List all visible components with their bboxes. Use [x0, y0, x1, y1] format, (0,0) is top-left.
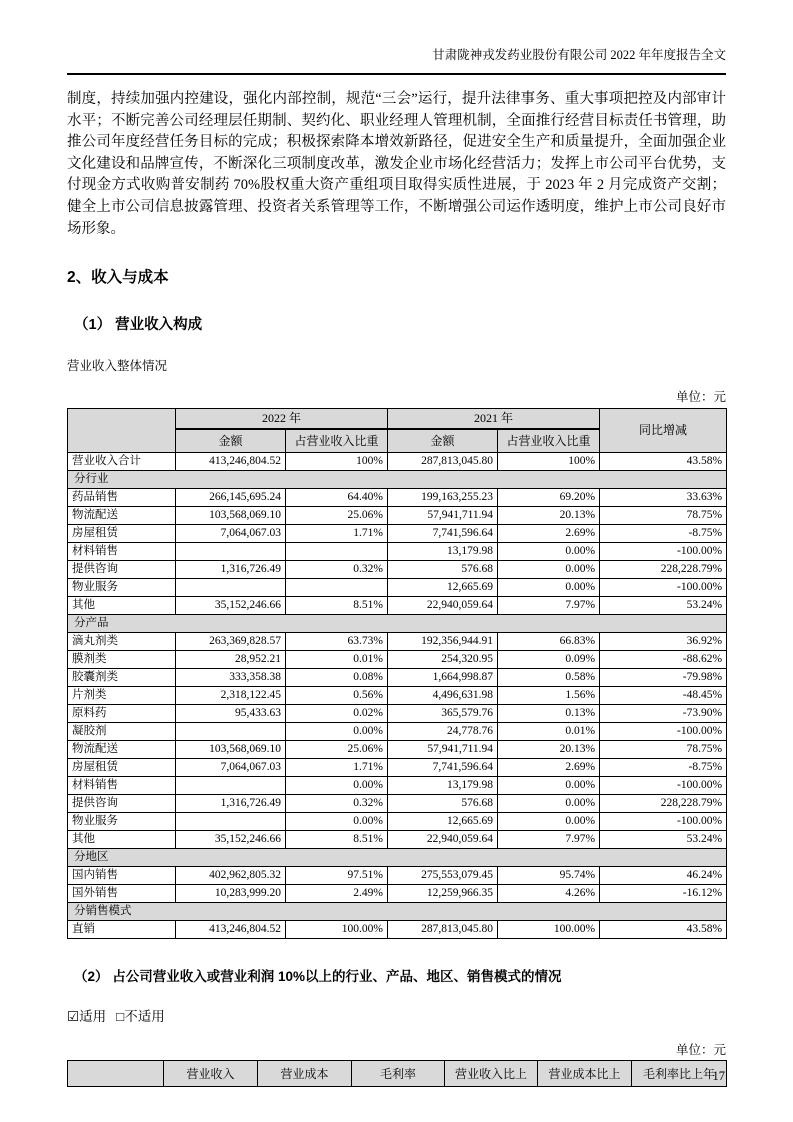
value-cell: 413,246,804.52 [176, 452, 286, 470]
row-label-cell: 材料销售 [68, 776, 176, 794]
row-label-cell: 凝胶剂 [68, 722, 176, 740]
value-cell: 7.97% [498, 830, 600, 848]
value-cell: -100.00% [600, 722, 727, 740]
value-cell: 22,940,059.64 [388, 830, 498, 848]
value-cell: 7,741,596.64 [388, 758, 498, 776]
value-cell: 25.06% [286, 506, 388, 524]
value-cell: -79.98% [600, 668, 727, 686]
value-cell: 57,941,711.94 [388, 740, 498, 758]
header-amount-2021: 金额 [388, 429, 498, 452]
value-cell: 0.01% [286, 650, 388, 668]
value-cell [176, 722, 286, 740]
value-cell: 28,952.21 [176, 650, 286, 668]
table-row [68, 758, 727, 776]
value-cell: 0.08% [286, 668, 388, 686]
row-label-cell: 房屋租赁 [68, 758, 176, 776]
value-cell: 53.24% [600, 596, 727, 614]
row-label-cell: 药品销售 [68, 488, 176, 506]
value-cell: 8.51% [286, 596, 388, 614]
value-cell: 69.20% [498, 488, 600, 506]
table-row [68, 794, 727, 812]
section-row [68, 848, 727, 866]
table-row [68, 920, 727, 938]
header-share-2022: 占营业收入比重 [286, 429, 388, 452]
value-cell: 95.74% [498, 866, 600, 884]
value-cell: 0.00% [498, 794, 600, 812]
value-cell: 0.00% [286, 722, 388, 740]
table-row [68, 686, 727, 704]
section-heading-income-cost: 2、收入与成本 [67, 269, 169, 287]
value-cell: 0.32% [286, 560, 388, 578]
value-cell: 365,579.76 [388, 704, 498, 722]
revenue-composition-table [67, 408, 727, 939]
value-cell: 254,320.95 [388, 650, 498, 668]
row-label-cell: 提供咨询 [68, 560, 176, 578]
row-label-cell: 直销 [68, 920, 176, 938]
row-label-cell: 国内销售 [68, 866, 176, 884]
value-cell: 53.24% [600, 830, 727, 848]
header-row-years [68, 408, 727, 429]
value-cell: 57,941,711.94 [388, 506, 498, 524]
value-cell: 228,228.79% [600, 560, 727, 578]
header-share-2021: 占营业收入比重 [498, 429, 600, 452]
value-cell: 4.26% [498, 884, 600, 902]
table-row [68, 542, 727, 560]
row-label-cell: 其他 [68, 596, 176, 614]
value-cell: 0.02% [286, 704, 388, 722]
revenue-table-header [68, 408, 727, 452]
value-cell: 576.68 [388, 794, 498, 812]
table-row [68, 722, 727, 740]
value-cell: 13,179.98 [388, 776, 498, 794]
value-cell: 0.00% [498, 776, 600, 794]
value-cell: 97.51% [286, 866, 388, 884]
table-row [68, 830, 727, 848]
value-cell: -48.45% [600, 686, 727, 704]
value-cell: 1,664,998.87 [388, 668, 498, 686]
unit-label-1: 单位：元 [675, 389, 726, 404]
value-cell: 100% [286, 452, 388, 470]
value-cell: 1.71% [286, 524, 388, 542]
applicability-line [67, 1005, 726, 1025]
margin-table [67, 1060, 727, 1087]
row-label-cell: 滴丸剂类 [68, 632, 176, 650]
header-blank-cell [68, 408, 176, 452]
table-row [68, 452, 727, 470]
unit-label-2: 单位：元 [675, 1042, 726, 1057]
value-cell: 287,813,045.80 [388, 920, 498, 938]
value-cell: 0.56% [286, 686, 388, 704]
table-row [68, 578, 727, 596]
subsection-heading-over-10-percent: （2） 占公司营业收入或营业利润 10%以上的行业、产品、地区、销售模式的情况 [74, 968, 562, 984]
row-label-cell: 材料销售 [68, 542, 176, 560]
value-cell: 2.49% [286, 884, 388, 902]
value-cell: 100.00% [498, 920, 600, 938]
value-cell: 20.13% [498, 740, 600, 758]
row-label-cell: 国外销售 [68, 884, 176, 902]
section-label: 分地区 [68, 848, 727, 866]
row-label-cell: 物业服务 [68, 578, 176, 596]
value-cell [176, 812, 286, 830]
value-cell: -8.75% [600, 524, 727, 542]
value-cell: -88.62% [600, 650, 727, 668]
table-row [68, 524, 727, 542]
value-cell [176, 578, 286, 596]
value-cell: 36.92% [600, 632, 727, 650]
margin-table-header [68, 1060, 727, 1086]
row-label-cell: 原料药 [68, 704, 176, 722]
value-cell: 333,358.38 [176, 668, 286, 686]
value-cell: 0.00% [286, 776, 388, 794]
value-cell: 103,568,069.10 [176, 740, 286, 758]
value-cell: 1.56% [498, 686, 600, 704]
value-cell: 35,152,246.66 [176, 830, 286, 848]
value-cell: 64.40% [286, 488, 388, 506]
value-cell: 0.00% [498, 812, 600, 830]
table-row [68, 776, 727, 794]
section-label: 分销售模式 [68, 902, 727, 920]
table-row [68, 740, 727, 758]
row-label-cell: 其他 [68, 830, 176, 848]
value-cell: -100.00% [600, 542, 727, 560]
value-cell: 0.00% [498, 578, 600, 596]
value-cell: 263,369,828.57 [176, 632, 286, 650]
value-cell: 0.13% [498, 704, 600, 722]
table-row [68, 506, 727, 524]
value-cell: -16.12% [600, 884, 727, 902]
table-row [68, 812, 727, 830]
header-amount-2022: 金额 [176, 429, 286, 452]
value-cell: 103,568,069.10 [176, 506, 286, 524]
section-row [68, 470, 727, 488]
value-cell: 2.69% [498, 524, 600, 542]
page-number: 17 [712, 1069, 725, 1083]
value-cell [176, 776, 286, 794]
row-label-cell: 提供咨询 [68, 794, 176, 812]
revenue-table-body [68, 452, 727, 938]
value-cell: 8.51% [286, 830, 388, 848]
table-row [68, 560, 727, 578]
section-row [68, 902, 727, 920]
value-cell: 0.32% [286, 794, 388, 812]
margin-header-cell: 毛利率比上年 [632, 1060, 727, 1086]
value-cell: 7,741,596.64 [388, 524, 498, 542]
value-cell: 43.58% [600, 452, 727, 470]
margin-table-header-row [68, 1060, 727, 1086]
value-cell [286, 578, 388, 596]
row-label-cell: 房屋租赁 [68, 524, 176, 542]
value-cell: 20.13% [498, 506, 600, 524]
margin-header-cell: 营业收入比上 [445, 1060, 538, 1086]
table-row [68, 596, 727, 614]
row-label-cell: 膜剂类 [68, 650, 176, 668]
document-header [67, 46, 726, 75]
value-cell: 22,940,059.64 [388, 596, 498, 614]
row-label-cell: 片剂类 [68, 686, 176, 704]
value-cell: 275,553,079.45 [388, 866, 498, 884]
margin-header-cell: 营业成本 [258, 1060, 352, 1086]
value-cell: 576.68 [388, 560, 498, 578]
row-label-cell: 营业收入合计 [68, 452, 176, 470]
value-cell: 0.00% [498, 560, 600, 578]
value-cell: -73.90% [600, 704, 727, 722]
applicable-checkbox-checked: ☑适用 [67, 1008, 107, 1024]
margin-header-cell: 营业成本比上 [538, 1060, 632, 1086]
table-row [68, 704, 727, 722]
value-cell: 7,064,067.03 [176, 524, 286, 542]
value-cell: 0.01% [498, 722, 600, 740]
value-cell: 43.58% [600, 920, 727, 938]
section-row [68, 614, 727, 632]
value-cell: 24,778.76 [388, 722, 498, 740]
table-row [68, 650, 727, 668]
value-cell: 78.75% [600, 506, 727, 524]
margin-header-cell: 毛利率 [352, 1060, 445, 1086]
value-cell: -100.00% [600, 776, 727, 794]
revenue-overview-label: 营业收入整体情况 [67, 359, 168, 374]
value-cell: 12,259,966.35 [388, 884, 498, 902]
subsection-heading-revenue-composition: （1） 营业收入构成 [74, 317, 203, 334]
row-label-cell: 物业服务 [68, 812, 176, 830]
value-cell: 402,962,805.32 [176, 866, 286, 884]
value-cell: 95,433.63 [176, 704, 286, 722]
value-cell: 35,152,246.66 [176, 596, 286, 614]
value-cell: 10,283,999.20 [176, 884, 286, 902]
value-cell: 1.71% [286, 758, 388, 776]
value-cell: 0.00% [286, 812, 388, 830]
value-cell [176, 542, 286, 560]
value-cell: 33.63% [600, 488, 727, 506]
value-cell: 63.73% [286, 632, 388, 650]
table-row [68, 866, 727, 884]
value-cell: 192,356,944.91 [388, 632, 498, 650]
value-cell [286, 542, 388, 560]
value-cell: 413,246,804.52 [176, 920, 286, 938]
value-cell: 25.06% [286, 740, 388, 758]
value-cell: 0.00% [498, 542, 600, 560]
value-cell: 0.09% [498, 650, 600, 668]
table-row [68, 488, 727, 506]
value-cell: 1,316,726.49 [176, 560, 286, 578]
value-cell: 287,813,045.80 [388, 452, 498, 470]
row-label-cell: 物流配送 [68, 740, 176, 758]
margin-header-blank-cell [68, 1060, 164, 1086]
value-cell: 66.83% [498, 632, 600, 650]
value-cell: -100.00% [600, 578, 727, 596]
value-cell: 228,228.79% [600, 794, 727, 812]
value-cell: 100.00% [286, 920, 388, 938]
margin-header-cell: 营业收入 [164, 1060, 258, 1086]
value-cell: 100% [498, 452, 600, 470]
value-cell: 78.75% [600, 740, 727, 758]
value-cell: -100.00% [600, 812, 727, 830]
not-applicable-checkbox: □不适用 [116, 1008, 165, 1024]
header-yoy-change: 同比增减 [600, 408, 727, 452]
table-row [68, 884, 727, 902]
value-cell: 199,163,255.23 [388, 488, 498, 506]
table-row [68, 632, 727, 650]
value-cell: 7.97% [498, 596, 600, 614]
section-label: 分行业 [68, 470, 727, 488]
value-cell: 12,665.69 [388, 578, 498, 596]
value-cell: 7,064,067.03 [176, 758, 286, 776]
row-label-cell: 胶囊剂类 [68, 668, 176, 686]
value-cell: 2.69% [498, 758, 600, 776]
value-cell: 2,318,122.45 [176, 686, 286, 704]
value-cell: 12,665.69 [388, 812, 498, 830]
value-cell: 13,179.98 [388, 542, 498, 560]
value-cell: -8.75% [600, 758, 727, 776]
value-cell: 46.24% [600, 866, 727, 884]
body-paragraph: 制度，持续加强内控建设，强化内部控制，规范“三会”运行，提升法律事务、重大事项把控及内部审计水平；不断完善公司经理层任期制、契约化、职业经理人管理机制，全面推行经营目标责任书管理，助推公司年度经营任务目标的完成；积极探索降本增效新路径，促进安全生产和质量提升，全面加强企业文化建设和品牌宣传，不断深化三项制度改革，激发企业市场化经营活力；发挥上市公司平台优势，支付现金方式收购普安制药 70%股权重大资产重组项目取得实质性进展，于 2023 年 2 月完成资产交割；健全上市公司信息披露管理、投资者关系管理等工作，不断增强公司运作透明度，维护上市公司良好市场形象。 [67, 91, 726, 237]
value-cell: 4,496,631.98 [388, 686, 498, 704]
value-cell: 266,145,695.24 [176, 488, 286, 506]
row-label-cell: 物流配送 [68, 506, 176, 524]
value-cell: 1,316,726.49 [176, 794, 286, 812]
header-year-2022: 2022 年 [176, 408, 388, 429]
section-label: 分产品 [68, 614, 727, 632]
header-year-2021: 2021 年 [388, 408, 600, 429]
document-header-title: 甘肃陇神戎发药业股份有限公司 2022 年年度报告全文 [432, 48, 726, 62]
value-cell: 0.58% [498, 668, 600, 686]
table-row [68, 668, 727, 686]
